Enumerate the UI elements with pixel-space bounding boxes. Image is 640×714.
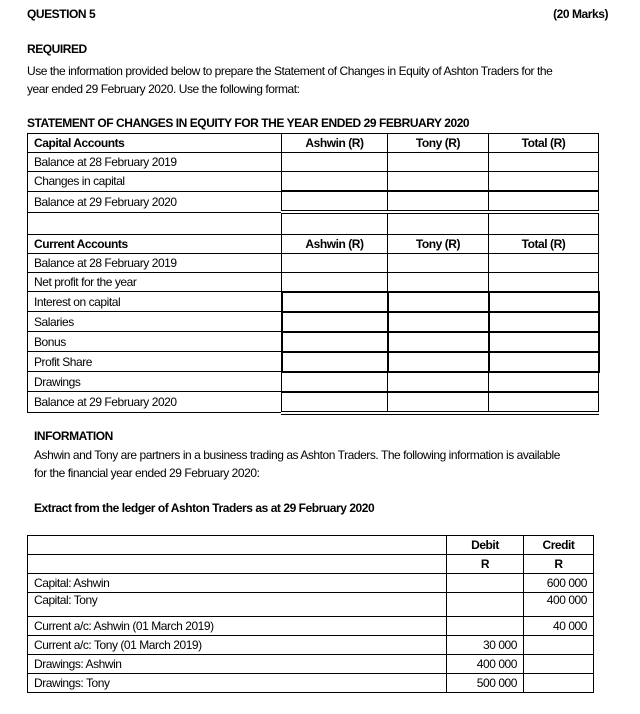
information-line-2: for the financial year ended 29 February 2020: bbox=[34, 466, 260, 480]
row-label: Salaries bbox=[28, 312, 282, 332]
input-cell[interactable] bbox=[489, 292, 599, 312]
information-line-1: Ashwin and Tony are partners in a business trading as Ashton Traders. The following information is available bbox=[34, 448, 560, 462]
row-label: Balance at 29 February 2020 bbox=[28, 392, 282, 413]
credit-value bbox=[524, 655, 594, 674]
credit-value: 600 000 bbox=[524, 574, 594, 593]
row-label: Drawings: Tony bbox=[28, 674, 447, 693]
input-cell[interactable] bbox=[282, 153, 388, 172]
table-row bbox=[28, 191, 599, 212]
debit-value: 30 000 bbox=[447, 636, 524, 655]
table-row bbox=[28, 292, 599, 312]
required-line-2: year ended 29 February 2020. Use the following format: bbox=[27, 82, 300, 96]
debit-value bbox=[447, 593, 524, 617]
credit-value: 40 000 bbox=[524, 617, 594, 636]
row-label: Capital: Ashwin bbox=[28, 574, 447, 593]
table-row bbox=[28, 636, 594, 655]
row-label: Drawings: Ashwin bbox=[28, 655, 447, 674]
row-label: Bonus bbox=[28, 332, 282, 352]
current-header-row bbox=[28, 234, 599, 253]
required-heading: REQUIRED bbox=[27, 42, 87, 56]
input-cell[interactable] bbox=[388, 272, 489, 292]
question-title: QUESTION 5 bbox=[27, 7, 96, 21]
input-cell[interactable] bbox=[489, 332, 599, 352]
statement-title: STATEMENT OF CHANGES IN EQUITY FOR THE YEAR ENDED 29 FEBRUARY 2020 bbox=[27, 116, 470, 130]
input-cell[interactable] bbox=[489, 352, 599, 372]
input-cell[interactable] bbox=[282, 191, 388, 212]
blank-cell bbox=[28, 555, 447, 574]
input-cell[interactable] bbox=[489, 312, 599, 332]
table-row bbox=[28, 332, 599, 352]
col-debit: Debit bbox=[447, 536, 524, 555]
input-cell[interactable] bbox=[388, 153, 489, 172]
input-cell[interactable] bbox=[282, 332, 388, 352]
credit-value bbox=[524, 674, 594, 693]
table-row bbox=[28, 372, 599, 392]
col-ashwin: Ashwin (R) bbox=[282, 134, 388, 153]
table-row bbox=[28, 392, 599, 413]
question-marks: (20 Marks) bbox=[553, 7, 608, 21]
debit-value: 400 000 bbox=[447, 655, 524, 674]
current-heading: Current Accounts bbox=[28, 234, 282, 253]
input-cell[interactable] bbox=[489, 153, 599, 172]
row-label: Net profit for the year bbox=[28, 272, 282, 292]
col-tony: Tony (R) bbox=[388, 134, 489, 153]
credit-value: 400 000 bbox=[524, 593, 594, 617]
table-row bbox=[28, 312, 599, 332]
input-cell[interactable] bbox=[282, 172, 388, 192]
debit-unit: R bbox=[447, 555, 524, 574]
row-label: Drawings bbox=[28, 372, 282, 392]
input-cell[interactable] bbox=[388, 191, 489, 212]
row-label: Balance at 28 February 2019 bbox=[28, 153, 282, 172]
debit-value bbox=[447, 574, 524, 593]
debit-value: 500 000 bbox=[447, 674, 524, 693]
row-label: Current a/c: Tony (01 March 2019) bbox=[28, 636, 447, 655]
input-cell[interactable] bbox=[388, 292, 489, 312]
input-cell[interactable] bbox=[388, 372, 489, 392]
input-cell[interactable] bbox=[489, 253, 599, 272]
row-label: Capital: Tony bbox=[28, 593, 447, 617]
blank-cell bbox=[388, 212, 489, 234]
table-row bbox=[28, 272, 599, 292]
input-cell[interactable] bbox=[388, 312, 489, 332]
table-row bbox=[28, 593, 594, 617]
input-cell[interactable] bbox=[489, 191, 599, 212]
row-label: Balance at 28 February 2019 bbox=[28, 253, 282, 272]
capital-header-row bbox=[28, 134, 599, 153]
input-cell[interactable] bbox=[489, 172, 599, 192]
input-cell[interactable] bbox=[388, 332, 489, 352]
table-row bbox=[28, 153, 599, 172]
input-cell[interactable] bbox=[282, 272, 388, 292]
row-label: Profit Share bbox=[28, 352, 282, 372]
statement-table bbox=[27, 133, 600, 415]
col-ashwin: Ashwin (R) bbox=[282, 234, 388, 253]
input-cell[interactable] bbox=[282, 352, 388, 372]
required-line-1: Use the information provided below to prepare the Statement of Changes in Equity of Ashton Traders for the bbox=[27, 64, 553, 78]
capital-heading: Capital Accounts bbox=[28, 134, 282, 153]
col-credit: Credit bbox=[524, 536, 594, 555]
input-cell[interactable] bbox=[282, 253, 388, 272]
input-cell[interactable] bbox=[282, 312, 388, 332]
table-row bbox=[28, 674, 594, 693]
table-row bbox=[28, 655, 594, 674]
blank-cell bbox=[489, 212, 599, 234]
input-cell[interactable] bbox=[489, 372, 599, 392]
blank-cell bbox=[28, 536, 447, 555]
information-heading: INFORMATION bbox=[34, 429, 113, 443]
ledger-title: Extract from the ledger of Ashton Traders as at 29 February 2020 bbox=[34, 501, 375, 515]
credit-unit: R bbox=[524, 555, 594, 574]
table-row bbox=[28, 253, 599, 272]
table-row bbox=[28, 617, 594, 636]
row-label: Changes in capital bbox=[28, 172, 282, 192]
credit-value bbox=[524, 636, 594, 655]
required-text bbox=[27, 62, 552, 98]
spacer-row bbox=[28, 212, 599, 234]
input-cell[interactable] bbox=[282, 292, 388, 312]
input-cell[interactable] bbox=[388, 253, 489, 272]
col-tony: Tony (R) bbox=[388, 234, 489, 253]
information-text bbox=[34, 446, 560, 482]
debit-value bbox=[447, 617, 524, 636]
input-cell[interactable] bbox=[388, 352, 489, 372]
ledger-header-row bbox=[28, 536, 594, 555]
table-row bbox=[28, 352, 599, 372]
blank-cell bbox=[28, 212, 282, 234]
input-cell[interactable] bbox=[388, 392, 489, 413]
ledger-units-row bbox=[28, 555, 594, 574]
ledger-table bbox=[27, 535, 594, 693]
col-total: Total (R) bbox=[489, 234, 599, 253]
col-total: Total (R) bbox=[489, 134, 599, 153]
row-label: Balance at 29 February 2020 bbox=[28, 191, 282, 212]
input-cell[interactable] bbox=[388, 172, 489, 192]
input-cell[interactable] bbox=[282, 392, 388, 413]
row-label: Interest on capital bbox=[28, 292, 282, 312]
input-cell[interactable] bbox=[489, 392, 599, 413]
input-cell[interactable] bbox=[282, 372, 388, 392]
table-row bbox=[28, 172, 599, 192]
blank-cell bbox=[282, 212, 388, 234]
table-row bbox=[28, 574, 594, 593]
row-label: Current a/c: Ashwin (01 March 2019) bbox=[28, 617, 447, 636]
input-cell[interactable] bbox=[489, 272, 599, 292]
